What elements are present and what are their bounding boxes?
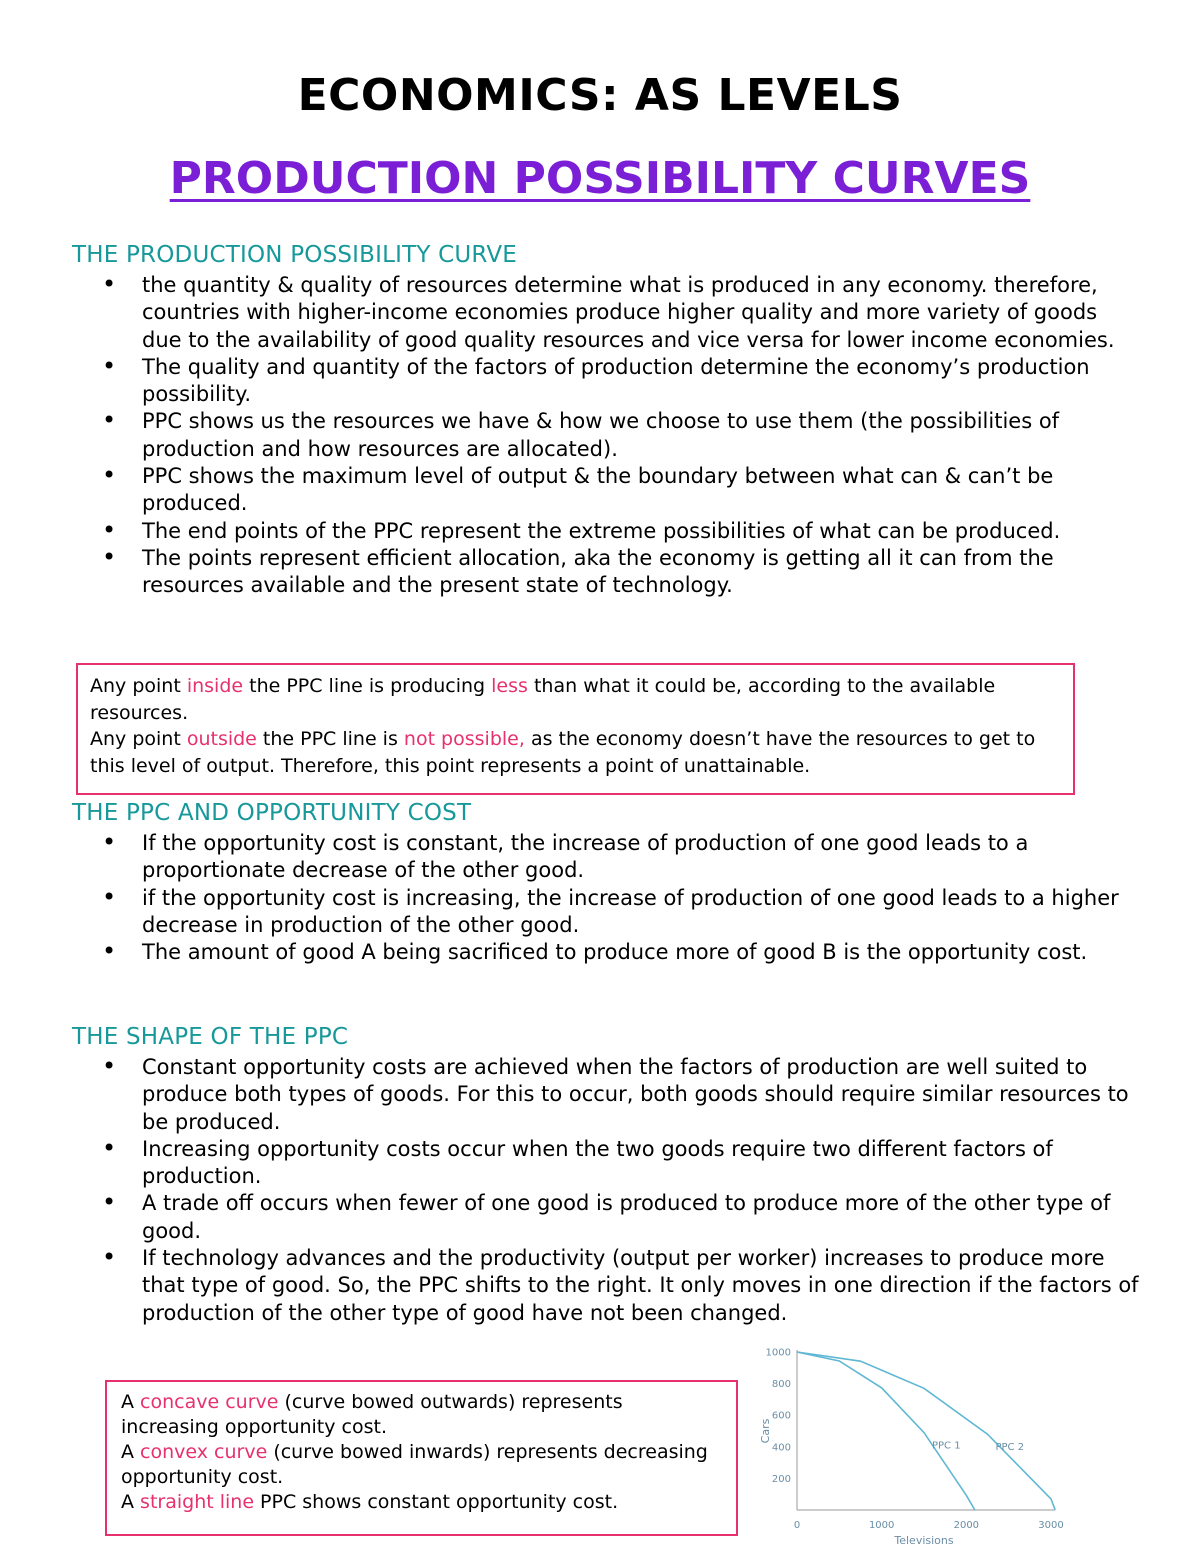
note-text: A: [121, 1441, 141, 1463]
note-text: (curve bowed outwards) represents increasing opportunity cost.: [121, 1391, 623, 1438]
note-text: than what it could be, according to the available resources.: [90, 675, 996, 724]
list-item: • If the opportunity cost is constant, the increase of production of one good leads to a proportionate decrease of the other good.: [142, 830, 1142, 885]
note-box-inside-outside: [76, 663, 1075, 795]
note-text: Any point: [90, 675, 187, 697]
y-tick-label: 600: [771, 1410, 791, 1422]
list-item: • Constant opportunity costs are achieved when the factors of production are well suited to produce both types of goods. For this to occur, both goods should require similar resources to be produced.: [142, 1054, 1142, 1136]
section-heading-opportunity-cost: THE PPC AND OPPORTUNITY COST: [72, 800, 472, 826]
y-tick-label: 1000: [765, 1347, 791, 1359]
note-line-inside: [90, 673, 1061, 726]
bullet-list-ppc: [142, 272, 1142, 600]
highlight-outside: outside: [186, 728, 257, 750]
list-item: • A trade off occurs when fewer of one good is produced to produce more of the other type of good.: [142, 1190, 1142, 1245]
note-line-concave: [121, 1390, 722, 1440]
note-text: Any point: [90, 728, 187, 750]
note-box-curve-shapes: [105, 1380, 738, 1536]
note-text: the PPC line is: [256, 728, 404, 750]
x-tick-label: 1000: [868, 1520, 895, 1531]
list-item: • The points represent efficient allocation, aka the economy is getting all it can from the resources available and the present state of technology.: [142, 545, 1142, 600]
list-item: • The end points of the PPC represent the extreme possibilities of what can be produced.: [142, 518, 1142, 545]
x-tick-label: 3000: [1038, 1520, 1064, 1531]
note-line-convex: [121, 1440, 722, 1490]
highlight-concave: concave curve: [140, 1391, 279, 1413]
y-axis-label: Cars: [759, 1418, 772, 1444]
section-heading-shape: THE SHAPE OF THE PPC: [72, 1024, 349, 1050]
note-text: A: [121, 1491, 141, 1513]
note-line-straight: [121, 1490, 722, 1515]
list-item: • PPC shows the maximum level of output & the boundary between what can & can’t be produced.: [142, 463, 1142, 518]
series-line-ppc-1: [797, 1352, 975, 1510]
bullet-list-opportunity-cost: [142, 830, 1142, 966]
series-line-ppc-2: [797, 1352, 1055, 1510]
highlight-not-possible: not possible,: [403, 728, 525, 750]
list-item: • The quality and quantity of the factors of production determine the economy’s production possibility.: [142, 354, 1142, 409]
ppc-chart: [745, 1342, 1080, 1553]
x-tick-label: 0: [793, 1520, 801, 1531]
page-title: ECONOMICS: AS LEVELS: [297, 70, 903, 121]
note-text: (curve bowed inwards) represents decreasing opportunity cost.: [121, 1441, 708, 1488]
list-item: • PPC shows us the resources we have & how we choose to use them (the possibilities of production and how resources are allocated).: [142, 408, 1142, 463]
highlight-less: less: [491, 675, 528, 697]
series-label-ppc-2: PPC 2: [995, 1442, 1025, 1454]
y-tick-label: 400: [771, 1442, 791, 1454]
y-tick-label: 800: [771, 1379, 791, 1391]
note-text: PPC shows constant opportunity cost.: [254, 1491, 619, 1513]
list-item: • If technology advances and the productivity (output per worker) increases to produce more that type of good. So, the PPC shifts to the right. It only moves in one direction if the factors of production of the other type of good have not been changed.: [142, 1245, 1142, 1327]
bullet-list-shape: [142, 1054, 1142, 1327]
list-item: • The amount of good A being sacrificed to produce more of good B is the opportunity cost.: [142, 939, 1142, 966]
note-text: the PPC line is producing: [243, 675, 492, 697]
list-item: • if the opportunity cost is increasing, the increase of production of one good leads to a higher decrease in production of the other good.: [142, 885, 1142, 940]
highlight-inside: inside: [186, 675, 244, 697]
y-tick-label: 200: [771, 1473, 791, 1485]
section-heading-ppc: THE PRODUCTION POSSIBILITY CURVE: [72, 242, 518, 268]
x-axis-label: Televisions: [894, 1534, 954, 1547]
list-item: • Increasing opportunity costs occur when the two goods require two different factors of production.: [142, 1136, 1142, 1191]
note-text: A: [121, 1391, 141, 1413]
series-label-ppc-1: PPC 1: [932, 1440, 961, 1452]
note-text: as the economy doesn’t have the resources to get to this level of output. Therefore, this point represents a point of unattainable.: [90, 728, 1036, 777]
highlight-convex: convex curve: [140, 1441, 268, 1463]
page-subtitle: PRODUCTION POSSIBILITY CURVES: [169, 153, 1031, 204]
list-item: • the quantity & quality of resources determine what is produced in any economy. therefore, countries with higher-income economies produce higher quality and more variety of goods due to the availability of good quality resources and vice versa for lower income economies.: [142, 272, 1142, 354]
x-tick-label: 2000: [953, 1520, 980, 1531]
highlight-straight: straight line: [140, 1491, 255, 1513]
note-line-outside: [90, 726, 1061, 779]
